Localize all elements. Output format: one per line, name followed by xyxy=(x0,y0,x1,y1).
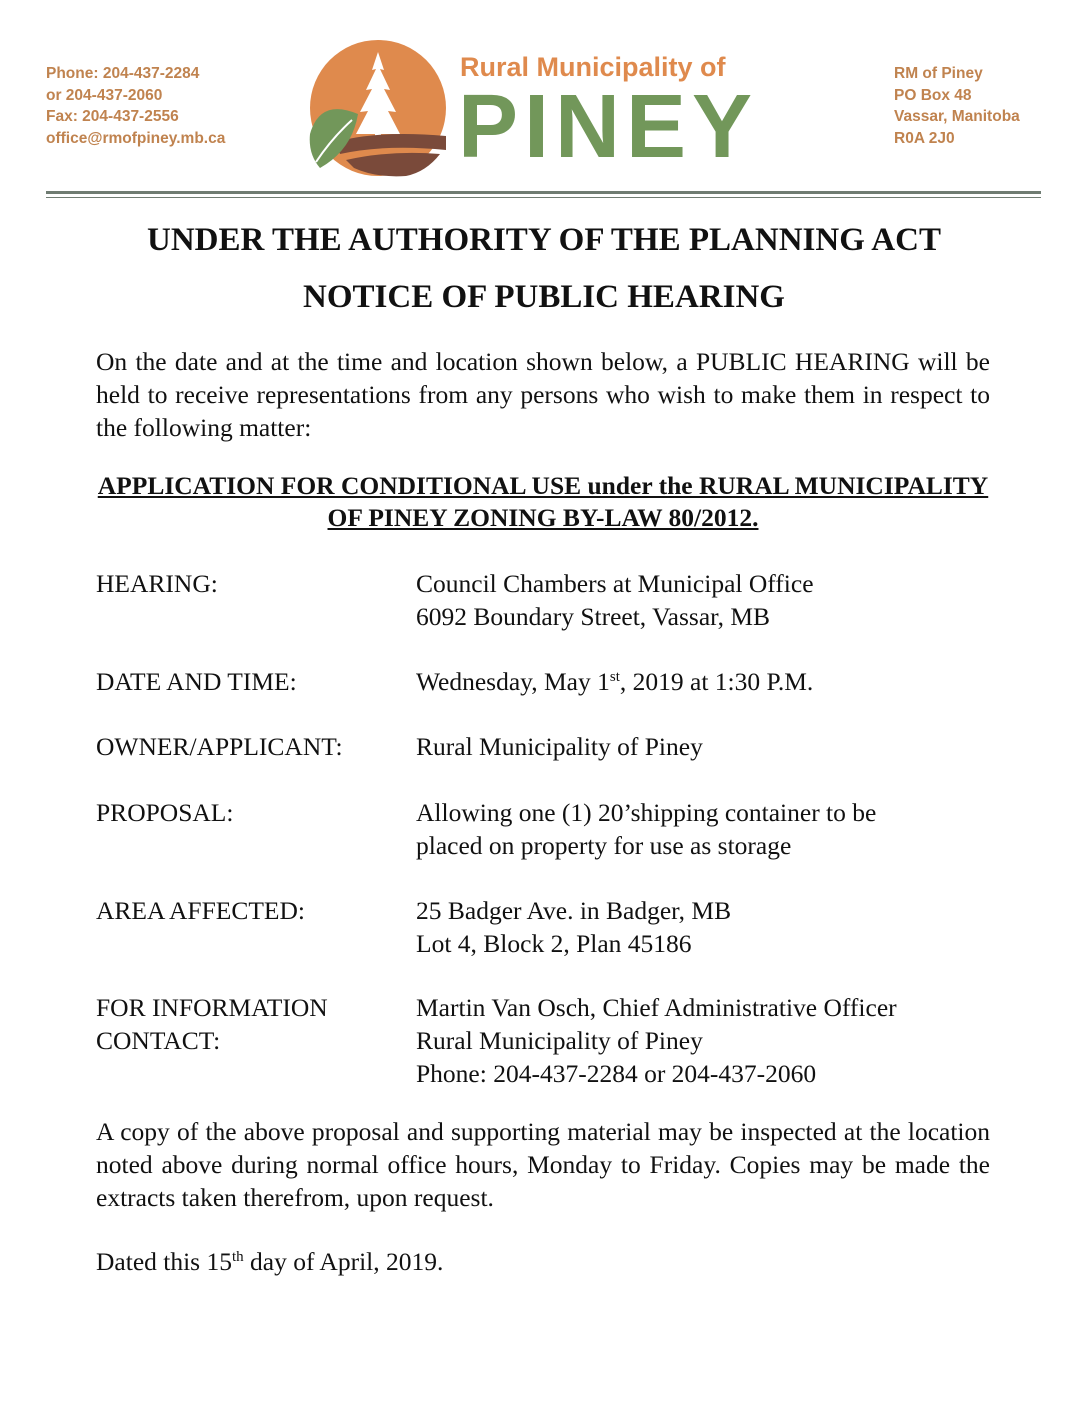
header-divider-thin xyxy=(46,197,1041,198)
datetime-label: DATE AND TIME: xyxy=(96,667,297,696)
datetime-date: Wednesday, May 1 xyxy=(416,667,610,696)
logo-subtitle: Rural Municipality of xyxy=(460,52,726,82)
contact-value xyxy=(416,991,996,1090)
phone-line: Phone: 204-437-2284 xyxy=(46,65,200,82)
area-value xyxy=(416,894,996,960)
logo-wordmark: PINEY xyxy=(458,77,759,177)
contact-name: Martin Van Osch, Chief Administrative Officer xyxy=(416,993,897,1022)
hearing-address: 6092 Boundary Street, Vassar, MB xyxy=(416,602,771,631)
contact-phone: Phone: 204-437-2284 or 204-437-2060 xyxy=(416,1059,817,1088)
email-line: office@rmofpiney.mb.ca xyxy=(46,129,226,147)
fax-line: Fax: 204-437-2556 xyxy=(46,108,179,125)
proposal-value xyxy=(416,796,996,862)
application-title: APPLICATION FOR CONDITIONAL USE under the RURAL MUNICIPALITY OF PINEY ZONING BY-LAW 80/2012. xyxy=(97,471,989,532)
contact-label xyxy=(96,991,416,1057)
contact-label-line-1: FOR INFORMATION xyxy=(96,993,328,1022)
pine-tree-logo-icon xyxy=(306,38,450,178)
dated-line xyxy=(96,1245,443,1278)
hearing-location: Council Chambers at Municipal Office xyxy=(416,569,814,598)
dated-rest: day of April, 2019. xyxy=(243,1247,444,1276)
datetime-time: , 2019 at 1:30 P.M. xyxy=(619,667,814,696)
proposal-line-1: Allowing one (1) 20’shipping container to be xyxy=(416,798,877,827)
area-legal: Lot 4, Block 2, Plan 45186 xyxy=(416,929,692,958)
contact-label-line-2: CONTACT: xyxy=(96,1026,221,1055)
notice-title: NOTICE OF PUBLIC HEARING xyxy=(303,279,785,315)
alt-phone-line: or 204-437-2060 xyxy=(46,86,163,104)
dated-prefix: Dated this 15 xyxy=(96,1247,232,1276)
proposal-label: PROPOSAL: xyxy=(96,798,234,827)
hearing-label: HEARING: xyxy=(96,569,218,598)
area-label: AREA AFFECTED: xyxy=(96,896,305,925)
area-address: 25 Badger Ave. in Badger, MB xyxy=(416,896,732,925)
contact-block xyxy=(46,63,225,149)
datetime-suffix: st xyxy=(609,669,620,685)
city-line: Vassar, Manitoba xyxy=(894,108,1020,125)
datetime-value xyxy=(416,665,996,698)
address-block xyxy=(894,63,1020,149)
org-name-line: RM of Piney xyxy=(894,65,983,82)
owner-value: Rural Municipality of Piney xyxy=(416,732,703,761)
intro-paragraph: On the date and at the time and location shown below, a PUBLIC HEARING will be held to receive representations from any persons who wish to make them in respect to the following matter: xyxy=(96,347,990,442)
po-box-line: PO Box 48 xyxy=(894,86,972,104)
dated-suffix: th xyxy=(231,1249,244,1265)
proposal-line-2: placed on property for use as storage xyxy=(416,831,792,860)
owner-label: OWNER/APPLICANT: xyxy=(96,732,343,761)
contact-org: Rural Municipality of Piney xyxy=(416,1026,703,1055)
closing-paragraph: A copy of the above proposal and supporting material may be inspected at the location noted above during normal office hours, Monday to Friday. Copies may be made the extracts taken therefrom, upon request. xyxy=(96,1117,990,1212)
page-title: UNDER THE AUTHORITY OF THE PLANNING ACT xyxy=(147,222,941,258)
postal-code-line: R0A 2J0 xyxy=(894,129,955,147)
hearing-value xyxy=(416,567,996,633)
header-divider xyxy=(46,191,1041,194)
